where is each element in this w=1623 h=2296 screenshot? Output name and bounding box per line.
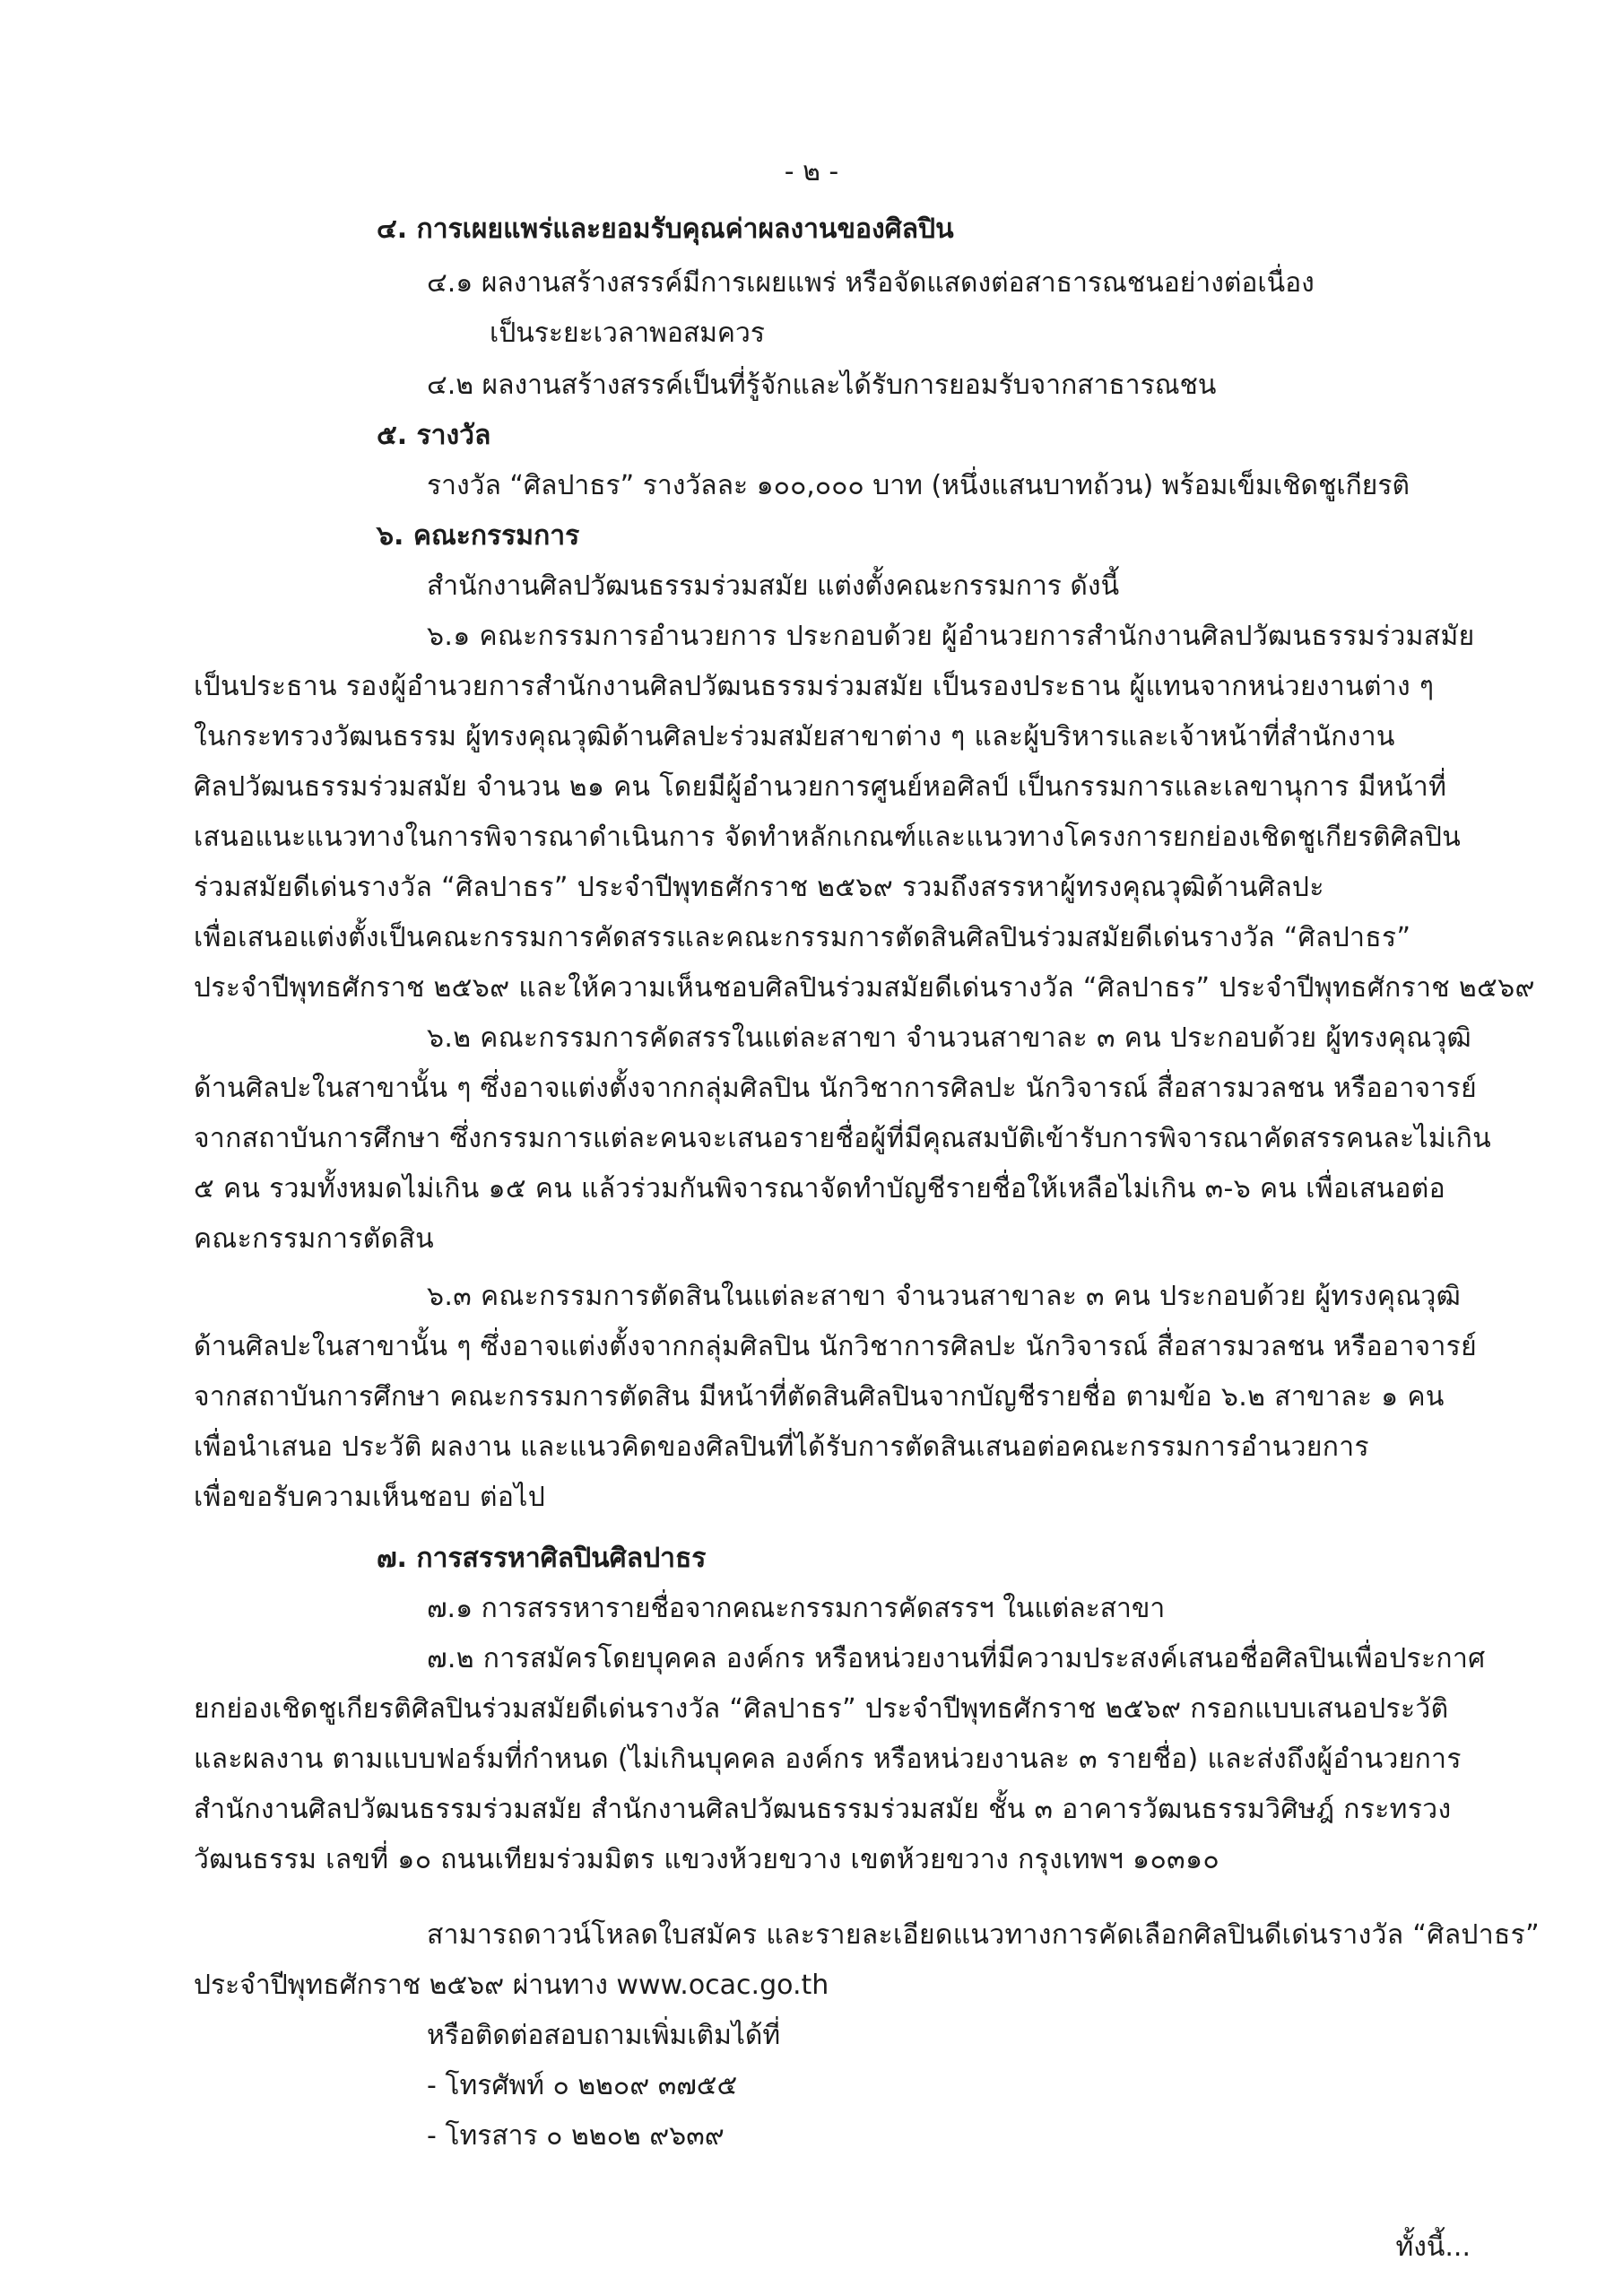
section-7-1: ๗.๑ การสรรหารายชื่อจากคณะกรรมการคัดสรรฯ ในแต่ละสาขา xyxy=(427,1593,1166,1624)
section-6-1-line: ในกระทรวงวัฒนธรรม ผู้ทรงคุณวุฒิด้านศิลปะร่วมสมัยสาขาต่าง ๆ และผู้บริหารและเจ้าหน้าที่สำนักงาน xyxy=(194,721,1395,752)
contact-intro: หรือติดต่อสอบถามเพิ่มเติมได้ที่ xyxy=(427,2020,781,2051)
section-7-heading: ๗. การสรรหาศิลปินศิลปาธร xyxy=(377,1543,707,1574)
section-6-2-line: ๖.๒ คณะกรรมการคัดสรรในแต่ละสาขา จำนวนสาขาละ ๓ คน ประกอบด้วย ผู้ทรงคุณวุฒิ xyxy=(427,1022,1472,1054)
section-6-1-line: ศิลปวัฒนธรรมร่วมสมัย จำนวน ๒๑ คน โดยมีผู้อำนวยการศูนย์หอศิลป์ เป็นกรรมการและเลขานุการ มีหน้าที่ xyxy=(194,771,1447,803)
section-6-heading: ๖. คณะกรรมการ xyxy=(377,520,580,552)
section-6-3-line: ๖.๓ คณะกรรมการตัดสินในแต่ละสาขา จำนวนสาขาละ ๓ คน ประกอบด้วย ผู้ทรงคุณวุฒิ xyxy=(427,1281,1462,1312)
section-7-2-line: วัฒนธรรม เลขที่ ๑๐ ถนนเทียมร่วมมิตร แขวงห้วยขวาง เขตห้วยขวาง กรุงเทพฯ ๑๐๓๑๐ xyxy=(194,1844,1220,1875)
section-6-1-line: ประจำปีพุทธศักราช ๒๕๖๙ และให้ความเห็นชอบศิลปินร่วมสมัยดีเด่นรางวัล “ศิลปาธร” ประจำปีพุทธศักราช ๒๕๖๙ xyxy=(194,972,1535,1004)
section-7-2-line: ยกย่องเชิดชูเกียรติศิลปินร่วมสมัยดีเด่นรางวัล “ศิลปาธร” ประจำปีพุทธศักราช ๒๕๖๙ กรอกแบบเสนอประวัติ xyxy=(194,1693,1449,1725)
section-7-2-line: ๗.๒ การสมัครโดยบุคคล องค์กร หรือหน่วยงานที่มีความประสงค์เสนอชื่อศิลปินเพื่อประกาศ xyxy=(427,1643,1486,1674)
section-4-2: ๔.๒ ผลงานสร้างสรรค์เป็นที่รู้จักและได้รับการยอมรับจากสาธารณชน xyxy=(427,370,1217,401)
section-6-1-line: ๖.๑ คณะกรรมการอำนวยการ ประกอบด้วย ผู้อำนวยการสำนักงานศิลปวัฒนธรรมร่วมสมัย xyxy=(427,621,1475,652)
download-info-line: สามารถดาวน์โหลดใบสมัคร และรายละเอียดแนวทางการคัดเลือกศิลปินดีเด่นรางวัล “ศิลปาธร” xyxy=(427,1919,1541,1951)
section-7-2-line: และผลงาน ตามแบบฟอร์มที่กำหนด (ไม่เกินบุคคล องค์กร หรือหน่วยงานละ ๓ รายชื่อ) และส่งถึงผู้อำนวยการ xyxy=(194,1744,1462,1775)
section-6-3-line: ด้านศิลปะในสาขานั้น ๆ ซึ่งอาจแต่งตั้งจากกลุ่มศิลปิน นักวิชาการศิลปะ นักวิจารณ์ สื่อสารมวลชน หรืออาจารย์ xyxy=(194,1331,1478,1362)
section-5-heading: ๕. รางวัล xyxy=(377,420,491,451)
section-6-1-line: เป็นประธาน รองผู้อำนวยการสำนักงานศิลปวัฒนธรรมร่วมสมัย เป็นรองประธาน ผู้แทนจากหน่วยงานต่าง ๆ xyxy=(194,671,1435,702)
section-6-3-line: จากสถาบันการศึกษา คณะกรรมการตัดสิน มีหน้าที่ตัดสินศิลปินจากบัญชีรายชื่อ ตามข้อ ๖.๒ สาขาละ ๑ คน xyxy=(194,1381,1445,1413)
section-4-heading: ๔. การเผยแพร่และยอมรับคุณค่าผลงานของศิลปิน xyxy=(377,213,954,245)
continuation-marker: ทั้งนี้... xyxy=(1395,2231,1471,2263)
contact-fax: - โทรสาร ๐ ๒๒๐๒ ๙๖๓๙ xyxy=(427,2120,725,2152)
section-5-text: รางวัล “ศิลปาธร” รางวัลละ ๑๐๐,๐๐๐ บาท (หนึ่งแสนบาทถ้วน) พร้อมเข็มเชิดชูเกียรติ xyxy=(427,470,1410,501)
section-6-2-line: ๕ คน รวมทั้งหมดไม่เกิน ๑๕ คน แล้วร่วมกันพิจารณาจัดทำบัญชีรายชื่อให้เหลือไม่เกิน ๓-๖ คน เพื่อเสนอต่อ xyxy=(194,1173,1445,1205)
section-6-3-line: เพื่อนำเสนอ ประวัติ ผลงาน และแนวคิดของศิลปินที่ได้รับการตัดสินเสนอต่อคณะกรรมการอำนวยการ xyxy=(194,1431,1369,1463)
page-number: - ๒ - xyxy=(784,156,839,187)
section-6-2-line: ด้านศิลปะในสาขานั้น ๆ ซึ่งอาจแต่งตั้งจากกลุ่มศิลปิน นักวิชาการศิลปะ นักวิจารณ์ สื่อสารมวลชน หรืออาจารย์ xyxy=(194,1073,1478,1104)
section-6-1-line: เพื่อเสนอแต่งตั้งเป็นคณะกรรมการคัดสรรและคณะกรรมการตัดสินศิลปินร่วมสมัยดีเด่นรางวัล “ศิลปาธร” xyxy=(194,922,1411,953)
section-6-2-line: คณะกรรมการตัดสิน xyxy=(194,1223,434,1255)
download-info-line: ประจำปีพุทธศักราช ๒๕๖๙ ผ่านทาง www.ocac.go.th xyxy=(194,1970,829,2001)
section-4-1-line-2: เป็นระยะเวลาพอสมควร xyxy=(490,317,765,349)
section-4-1-line-1: ๔.๑ ผลงานสร้างสรรค์มีการเผยแพร่ หรือจัดแสดงต่อสาธารณชนอย่างต่อเนื่อง xyxy=(427,267,1315,299)
section-6-3-line: เพื่อขอรับความเห็นชอบ ต่อไป xyxy=(194,1482,546,1513)
section-6-intro: สำนักงานศิลปวัฒนธรรมร่วมสมัย แต่งตั้งคณะกรรมการ ดังนี้ xyxy=(427,570,1120,602)
section-6-1-line: ร่วมสมัยดีเด่นรางวัล “ศิลปาธร” ประจำปีพุทธศักราช ๒๕๖๙ รวมถึงสรรหาผู้ทรงคุณวุฒิด้านศิลปะ xyxy=(194,872,1324,903)
contact-phone: - โทรศัพท์ ๐ ๒๒๐๙ ๓๗๕๕ xyxy=(427,2070,738,2101)
section-7-2-line: สำนักงานศิลปวัฒนธรรมร่วมสมัย สำนักงานศิลปวัฒนธรรมร่วมสมัย ชั้น ๓ อาคารวัฒนธรรมวิศิษฎ์ กระทรวง xyxy=(194,1794,1452,1825)
section-6-1-line: เสนอแนะแนวทางในการพิจารณาดำเนินการ จัดทำหลักเกณฑ์และแนวทางโครงการยกย่องเชิดชูเกียรติศิลปิน xyxy=(194,822,1462,853)
section-6-2-line: จากสถาบันการศึกษา ซึ่งกรรมการแต่ละคนจะเสนอรายชื่อผู้ที่มีคุณสมบัติเข้ารับการพิจารณาคัดสรรคนละไม่เกิน xyxy=(194,1123,1491,1154)
